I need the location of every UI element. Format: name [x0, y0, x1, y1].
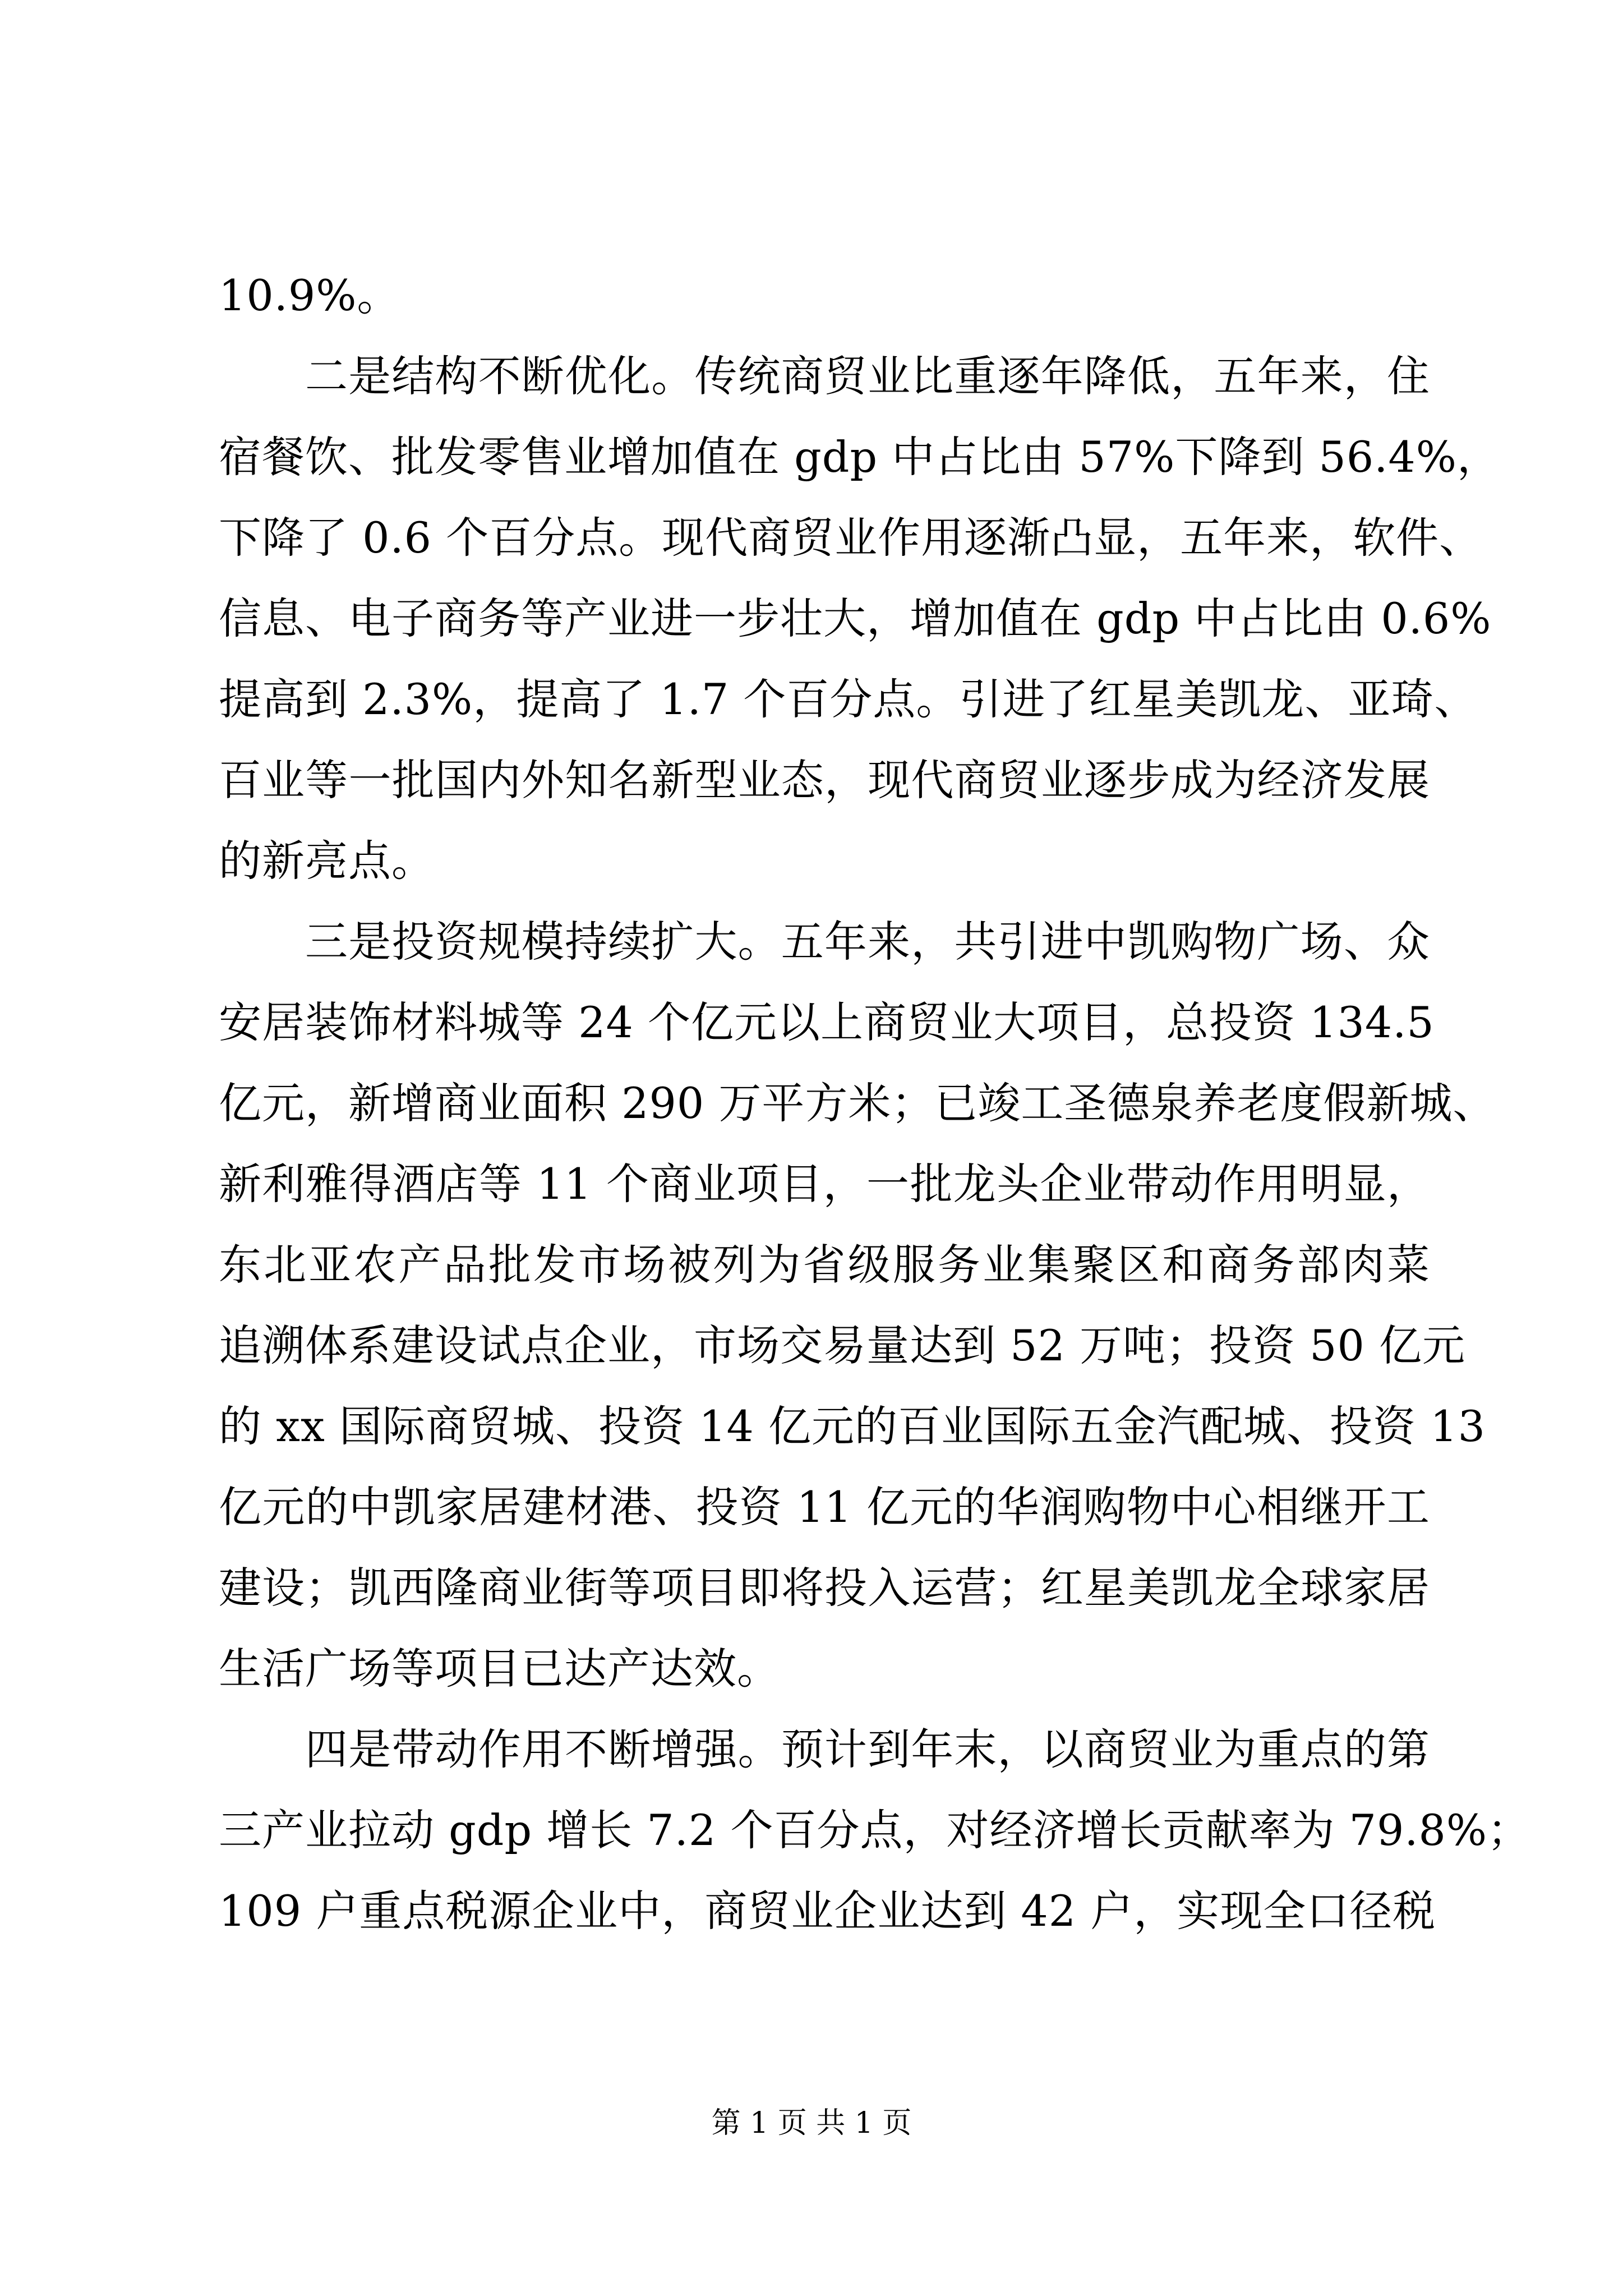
text-line: 建设；凯西隆商业街等项目即将投入运营；红星美凯龙全球家居 [219, 1563, 1430, 1613]
text-line: 109 户重点税源企业中，商贸业企业达到 42 户，实现全口径税 [219, 1886, 1436, 1936]
text-line: 提高到 2.3%，提高了 1.7 个百分点。引进了红星美凯龙、亚琦、 [219, 674, 1478, 724]
text-line: 百业等一批国内外知名新型业态，现代商贸业逐步成为经济发展 [219, 755, 1430, 805]
text-line: 新利雅得酒店等 11 个商业项目，一批龙头企业带动作用明显， [219, 1159, 1430, 1209]
text-line: 三产业拉动 gdp 增长 7.2 个百分点，对经济增长贡献率为 79.8%； [219, 1805, 1531, 1855]
text-line: 的 xx 国际商贸城、投资 14 亿元的百业国际五金汽配城、投资 13 [219, 1401, 1486, 1451]
text-line: 生活广场等项目已达产达效。 [219, 1644, 780, 1694]
text-line: 的新亮点。 [219, 836, 435, 886]
text-line: 三是投资规模持续扩大。五年来，共引进中凯购物广场、众 [305, 917, 1430, 967]
text-line: 追溯体系建设试点企业，市场交易量达到 52 万吨；投资 50 亿元 [219, 1320, 1466, 1370]
document-body [219, 255, 1531, 1952]
text-line: 安居装饰材料城等 24 个亿元以上商贸业大项目，总投资 134.5 [219, 997, 1435, 1047]
text-line: 亿元的中凯家居建材港、投资 11 亿元的华润购物中心相继开工 [219, 1482, 1430, 1532]
text-line: 四是带动作用不断增强。预计到年末，以商贸业为重点的第 [305, 1724, 1430, 1774]
text-line: 亿元，新增商业面积 290 万平方米；已竣工圣德泉养老度假新城、 [219, 1078, 1496, 1128]
text-line: 东北亚农产品批发市场被列为省级服务业集聚区和商务部肉菜 [219, 1240, 1430, 1290]
text-line: 下降了 0.6 个百分点。现代商贸业作用逐渐凸显，五年来，软件、 [219, 513, 1483, 563]
page-number-footer: 第 1 页 共 1 页 [711, 2106, 912, 2140]
text-line: 10.9%。 [219, 270, 400, 320]
text-line: 宿餐饮、批发零售业增加值在 gdp 中占比由 57%下降到 56.4%， [219, 432, 1500, 482]
text-line: 信息、电子商务等产业进一步壮大，增加值在 gdp 中占比由 0.6% [219, 593, 1492, 643]
text-line: 二是结构不断优化。传统商贸业比重逐年降低，五年来，住 [305, 351, 1430, 401]
